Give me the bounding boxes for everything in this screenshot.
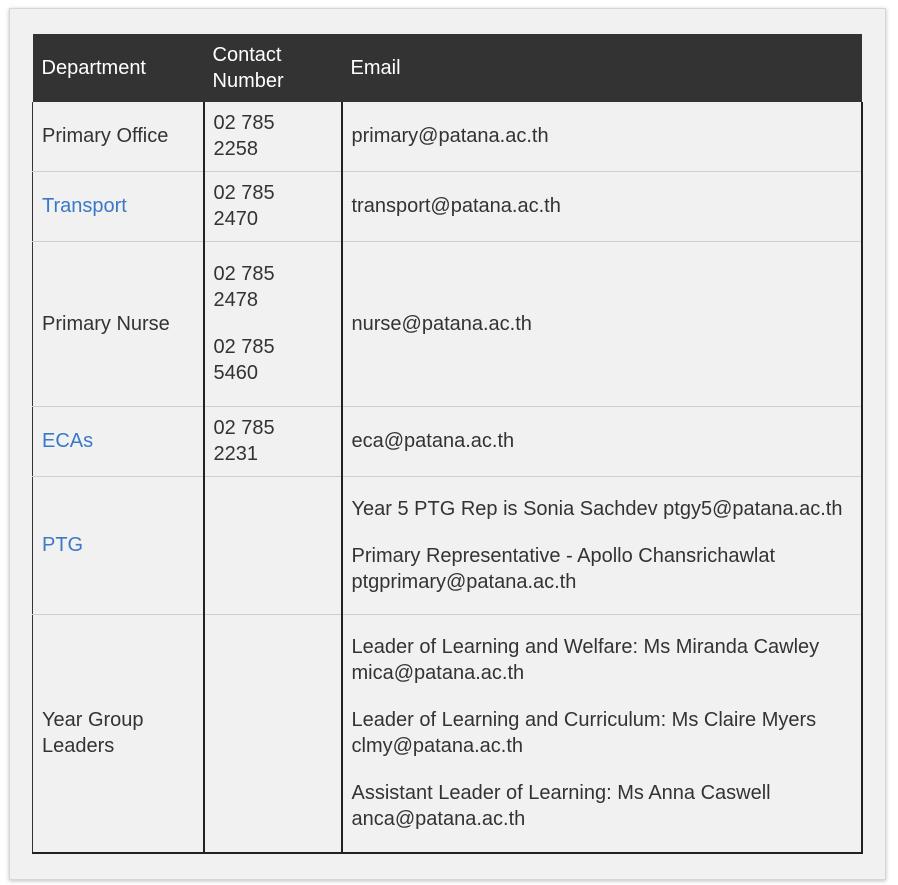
email-cell: nurse@patana.ac.th — [342, 241, 862, 406]
table-row-year-group-leaders — [33, 614, 862, 853]
table-row-ptg — [33, 476, 862, 614]
header-contact-number: Contact Number — [204, 34, 342, 102]
email-cell: eca@patana.ac.th — [342, 406, 862, 476]
ptg-contacts-cell: Year 5 PTG Rep is Sonia Sachdev ptgy5@patana.ac.th Primary Representative - Apollo Chansrichawlat ptgprimary@patana.ac.th — [342, 476, 862, 614]
phone-cell-empty — [204, 476, 342, 614]
phone-cell: 02 785 2470 — [204, 171, 342, 241]
contacts-panel — [9, 8, 886, 880]
department-link-ecas[interactable]: ECAs — [33, 406, 204, 476]
table-row-primary-nurse — [33, 241, 862, 406]
department-link-transport[interactable]: Transport — [33, 171, 204, 241]
table-row-primary-office — [33, 102, 862, 171]
department-primary-office: Primary Office — [33, 102, 204, 171]
header-email: Email — [342, 34, 862, 102]
email-cell: transport@patana.ac.th — [342, 171, 862, 241]
leaders-contacts-cell: Leader of Learning and Welfare: Ms Miranda Cawley mica@patana.ac.th Leader of Learning and Curriculum: Ms Claire Myers clmy@patana.ac.th Assistant Leader of Learning: Ms Anna Caswell anca@patana.ac.th — [342, 614, 862, 853]
phone-cell: 02 785 2478 02 785 5460 — [204, 241, 342, 406]
table-row-transport — [33, 171, 862, 241]
phone-cell-empty — [204, 614, 342, 853]
department-link-ptg[interactable]: PTG — [33, 476, 204, 614]
table-header-row — [33, 34, 862, 102]
department-year-group-leaders: Year Group Leaders — [33, 614, 204, 853]
table-row-ecas — [33, 406, 862, 476]
department-primary-nurse: Primary Nurse — [33, 241, 204, 406]
email-cell: primary@patana.ac.th — [342, 102, 862, 171]
department-contacts-table — [32, 34, 863, 854]
phone-cell: 02 785 2231 — [204, 406, 342, 476]
phone-cell: 02 785 2258 — [204, 102, 342, 171]
header-department: Department — [33, 34, 204, 102]
